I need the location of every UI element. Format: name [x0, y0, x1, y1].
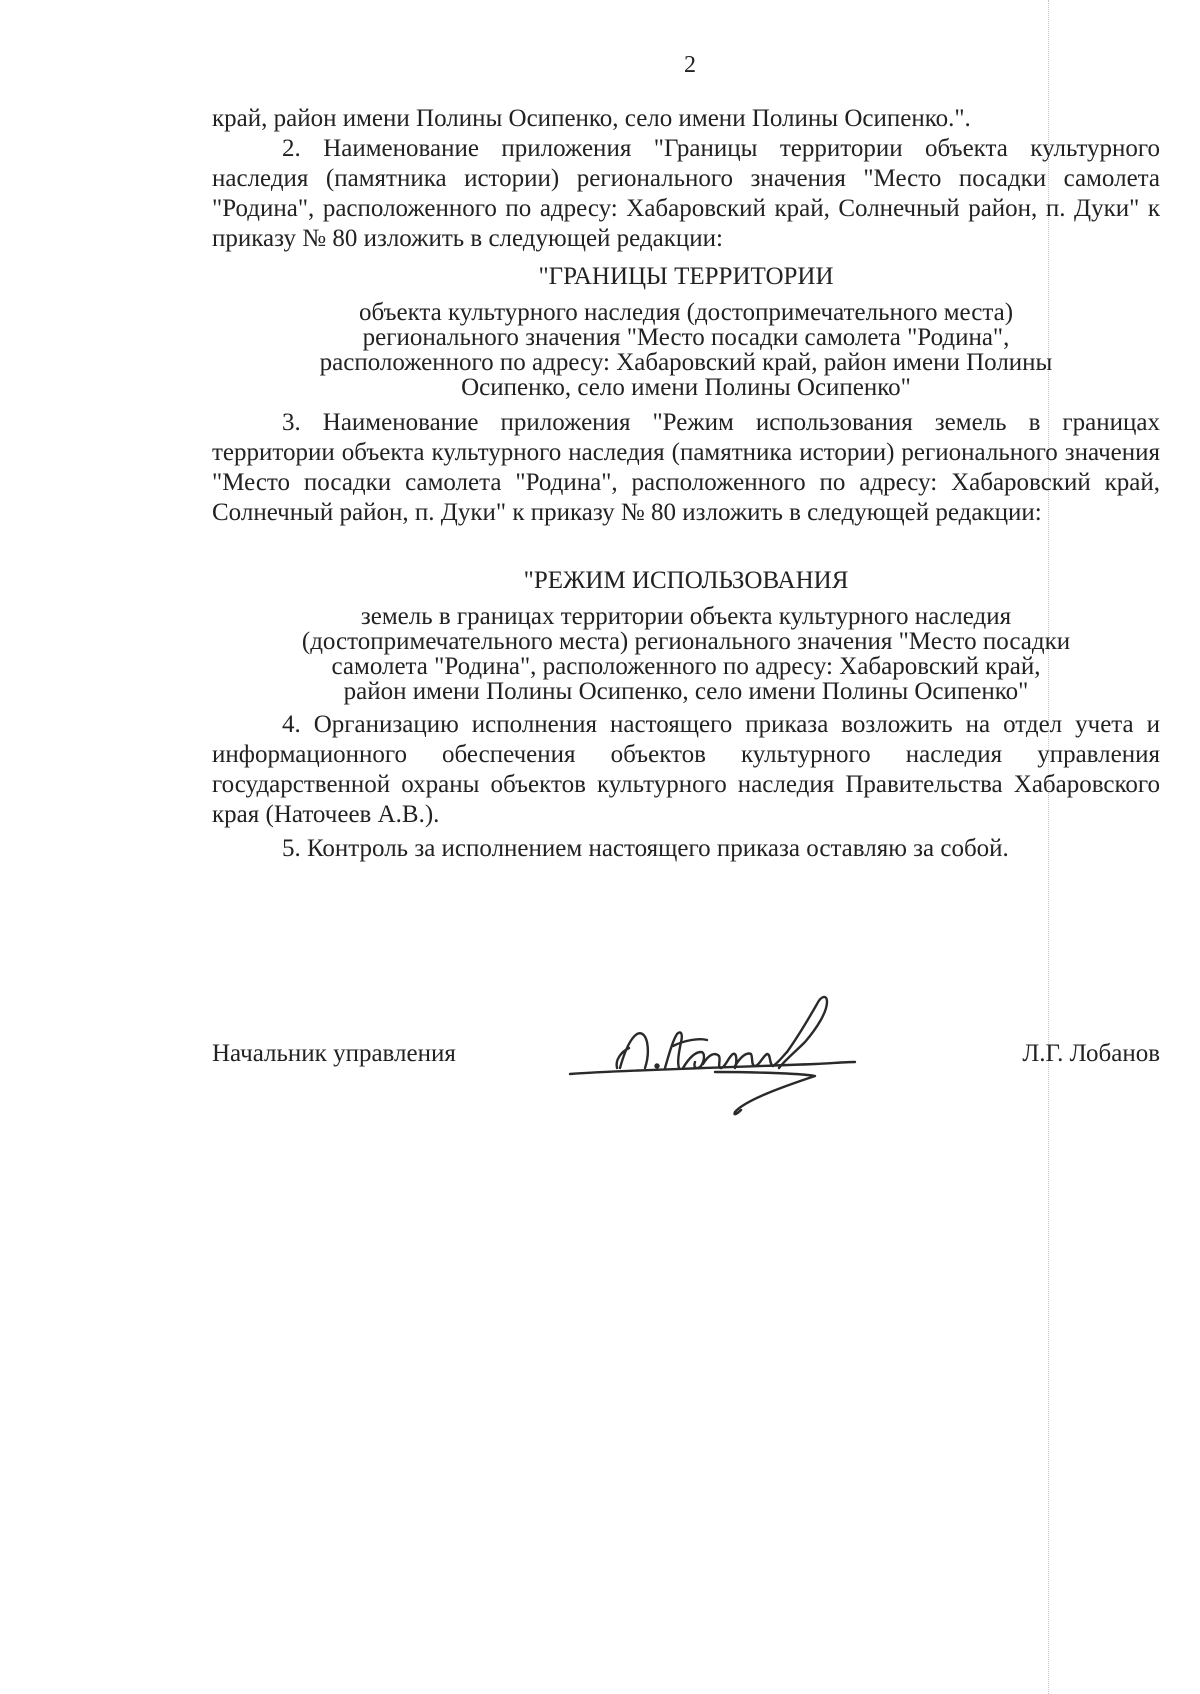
heading-boundaries-subtitle: [212, 300, 1160, 400]
paragraph-2: 2. Наименование приложения "Границы территории объекта культурного наследия (памятника истории) регионального значения "Место посадки самолета "Родина", расположенного по адресу: Хабаровский край, Солнечный район, п. Дуки" к приказу № 80 изложить в следующей редакции:: [212, 135, 1160, 252]
paragraph-1: край, район имени Полины Осипенко, село имени Полины Осипенко.".: [212, 105, 971, 132]
signatory-position: Начальник управления: [212, 1040, 456, 1067]
heading-boundaries-line-2: регионального значения "Место посадки самолета "Родина",: [362, 324, 1010, 351]
heading-boundaries-line-3: расположенного по адресу: Хабаровский край, район имени Полины: [319, 349, 1053, 376]
heading-boundaries-line-4: Осипенко, село имени Полины Осипенко": [461, 374, 911, 401]
heading-regime-line-2: (достопримечательного места) регионального значения "Место посадки: [301, 628, 1071, 655]
heading-regime-subtitle: [212, 604, 1160, 704]
heading-regime-title: "РЕЖИМ ИСПОЛЬЗОВАНИЯ: [523, 567, 849, 594]
heading-boundaries-line-1: объекта культурного наследия (достопримечательного места): [358, 299, 1014, 326]
paragraph-block-2: [212, 134, 1160, 254]
heading-regime-line-1: земель в границах территории объекта культурного наследия: [360, 603, 1012, 630]
paragraph-block-4: [212, 710, 1160, 830]
paragraph-5: 5. Контроль за исполнением настоящего приказа оставляю за собой.: [282, 835, 1009, 862]
paragraph-block-5: [212, 834, 1160, 864]
paragraph-4: 4. Организацию исполнения настоящего приказа возложить на отдел учета и информационного обеспечения объектов культурного наследия управления государственной охраны объектов культурного наследия Правительства Хабаровского края (Наточеев А.В.).: [212, 711, 1160, 828]
page-number: 2: [684, 52, 696, 78]
heading-boundaries-title: "ГРАНИЦЫ ТЕРРИТОРИИ: [538, 263, 834, 290]
handwritten-signature: [565, 990, 885, 1120]
paragraph-3: 3. Наименование приложения "Режим использования земель в границах территории объекта культурного наследия (памятника истории) регионального значения "Место посадки самолета "Родина", расположенного по адресу: Хабаровский край, Солнечный район, п. Дуки" к приказу № 80 изложить в следующей редакции:: [212, 409, 1160, 526]
signatory-name: Л.Г. Лобанов: [1022, 1040, 1160, 1067]
heading-regime-line-4: район имени Полины Осипенко, село имени Полины Осипенко": [343, 678, 1029, 705]
paragraph-continuation: [212, 104, 1160, 134]
heading-regime-line-3: самолета "Родина", расположенного по адресу: Хабаровский край,: [331, 653, 1041, 680]
paragraph-block-3: [212, 408, 1160, 528]
